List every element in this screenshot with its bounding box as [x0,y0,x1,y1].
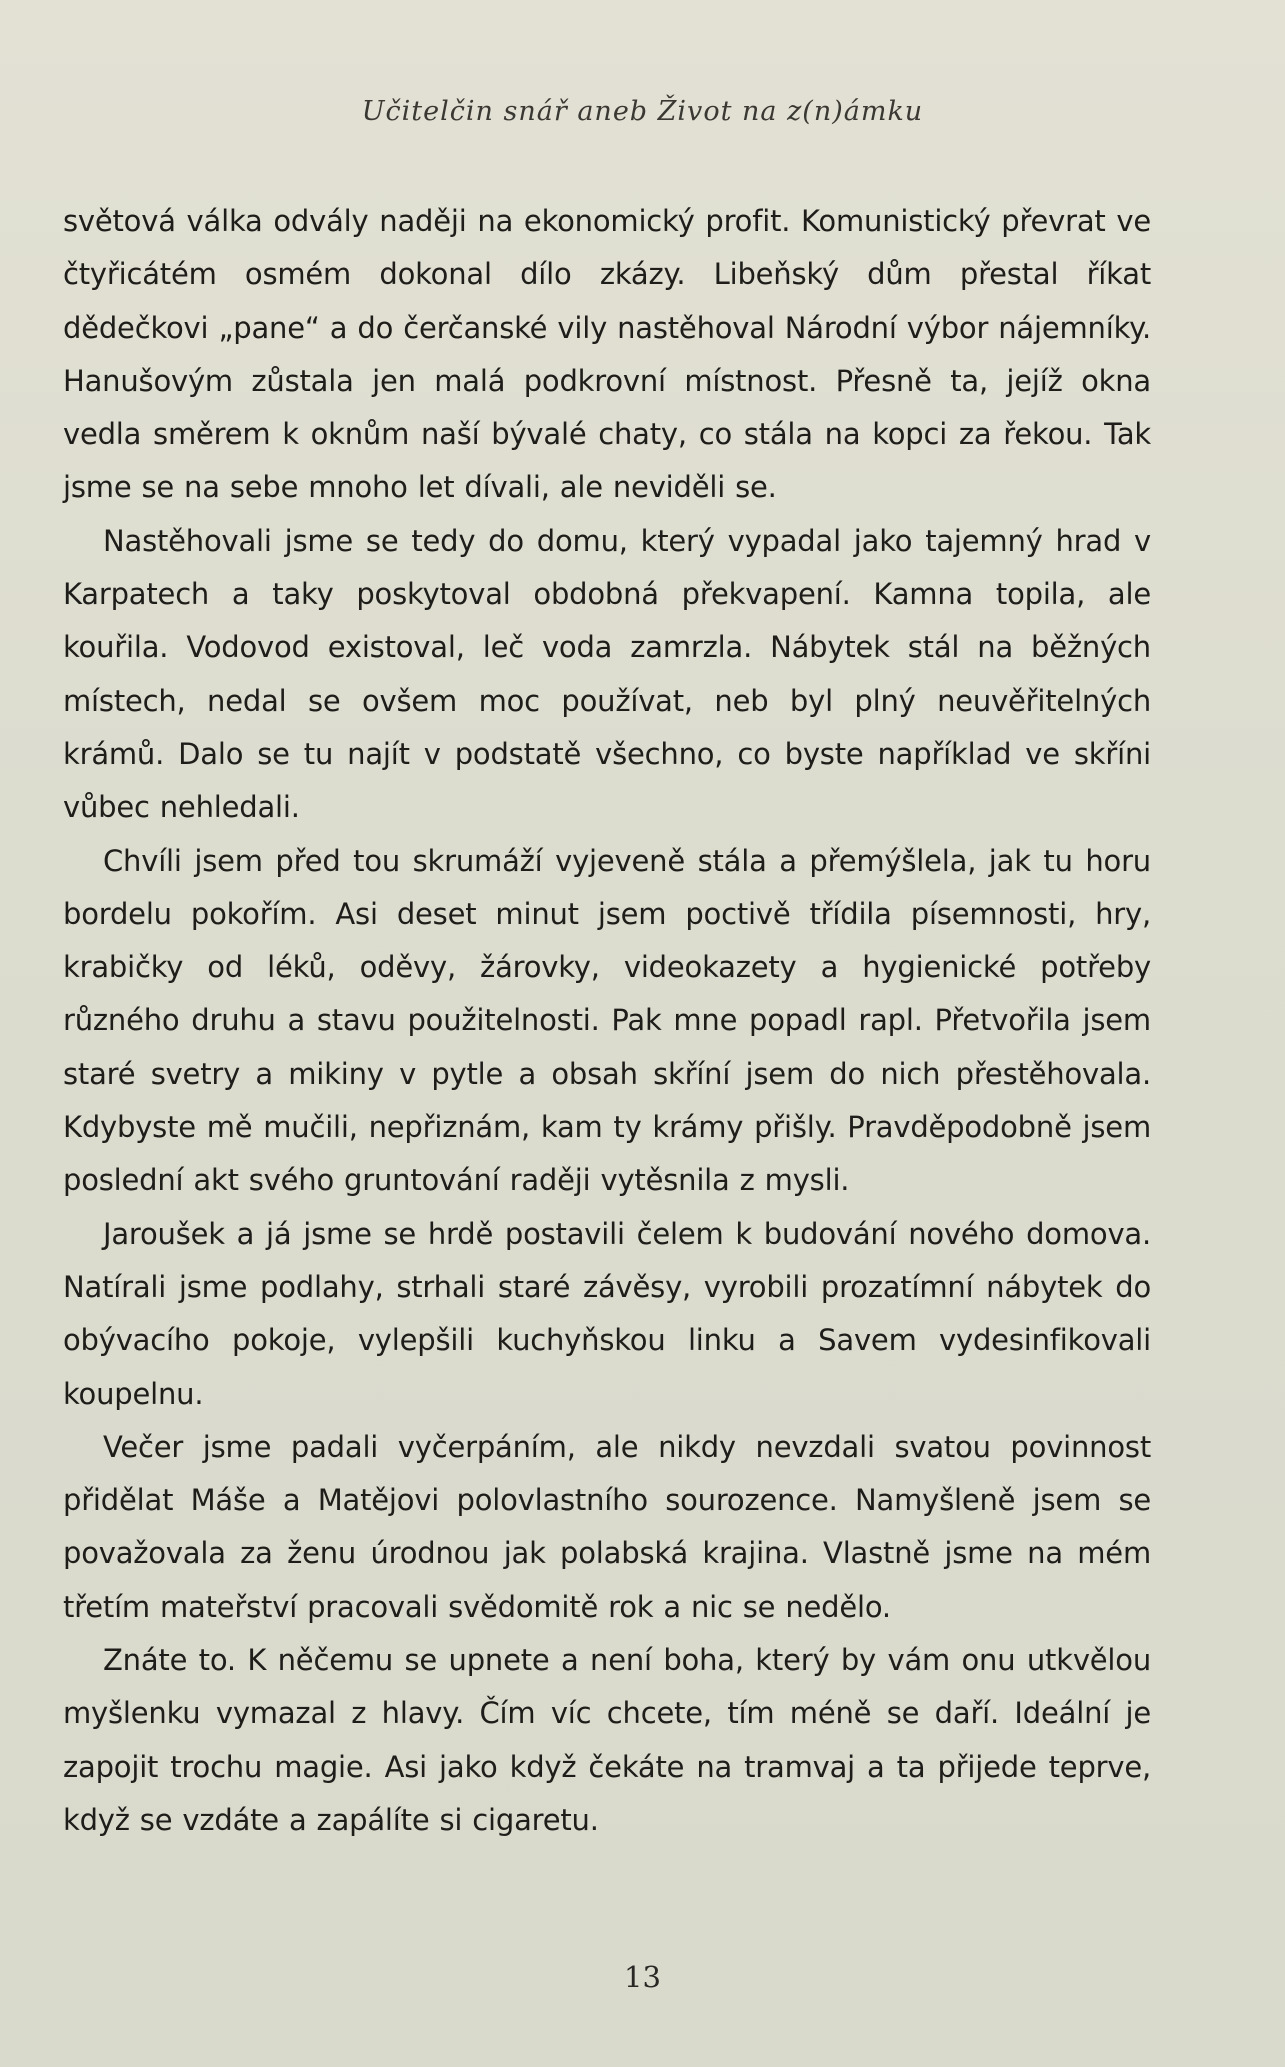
paragraph-4: Jaroušek a já jsme se hrdě postavili čelem k budování nového domova. Natírali jsme podlahy, strhali staré závěsy, vyrobili prozatímní nábytek do obývacího pokoje, vylepšili kuchyňskou linku a Savem vydesinfikovali koupelnu. [63,1216,1151,1411]
paragraph-6: Znáte to. K něčemu se upnete a není boha, který by vám onu utkvělou myšlenku vymazal z hlavy. Čím víc chcete, tím méně se daří. Ideální je zapojit trochu magie. Asi jako když čekáte na tramvaj a ta přijede teprve, když se vzdáte a zapálíte si cigaretu. [63,1643,1151,1837]
paragraph-1: světová válka odvály naději na ekonomický profit. Komunistický převrat ve čtyřicátém osmém dokonal dílo zkázy. Libeňský dům přestal říkat dědečkovi „pane“ a do čerčanské vily nastěhoval Národní výbor nájemníky. Hanušovým zůstala jen malá podkrovní místnost. Přesně ta, jejíž okna vedla směrem k oknům naší bývalé chaty, co stála na kopci za řekou. Tak jsme se na sebe mnoho let dívali, ale neviděli se. [63,204,1151,505]
page-number: 13 [624,1960,661,1994]
paragraph-3: Chvíli jsem před tou skrumáží vyjeveně stála a přemýšlela, jak tu horu bordelu pokořím. Asi deset minut jsem poctivě třídila písemnosti, hry, krabičky od léků, oděvy, žárovky, videokazety a hygienické potřeby různého druhu a stavu použitelnosti. Pak mne popadl rapl. Přetvořila jsem staré svetry a mikiny v pytle a obsah skříní jsem do nich přestěhovala. Kdybyste mě mučili, nepřiznám, kam ty krámy přišly. Pravděpodobně jsem poslední akt svého gruntování raději vytěsnila z mysli. [63,843,1151,1198]
running-head: Učitelčin snář aneb Život na z(n)ámku [361,96,924,127]
paragraph-5: Večer jsme padali vyčerpáním, ale nikdy nevzdali svatou povinnost přidělat Máše a Matějovi polovlastního sourozence. Namyšleně jsem se považovala za ženu úrodnou jak polabská krajina. Vlastně jsme na mém třetím mateřství pracovali svědomitě rok a nic se nedělo. [63,1429,1151,1624]
body-text [63,195,1151,1847]
paragraph-2: Nastěhovali jsme se tedy do domu, který vypadal jako tajemný hrad v Karpatech a taky poskytoval obdobná překvapení. Kamna topila, ale kouřila. Vodovod existoval, leč voda zamrzla. Nábytek stál na běžných místech, nedal se ovšem moc používat, neb byl plný neuvěřitelných krámů. Dalo se tu najít v podstatě všechno, co byste například ve skříni vůbec nehledali. [63,523,1151,825]
